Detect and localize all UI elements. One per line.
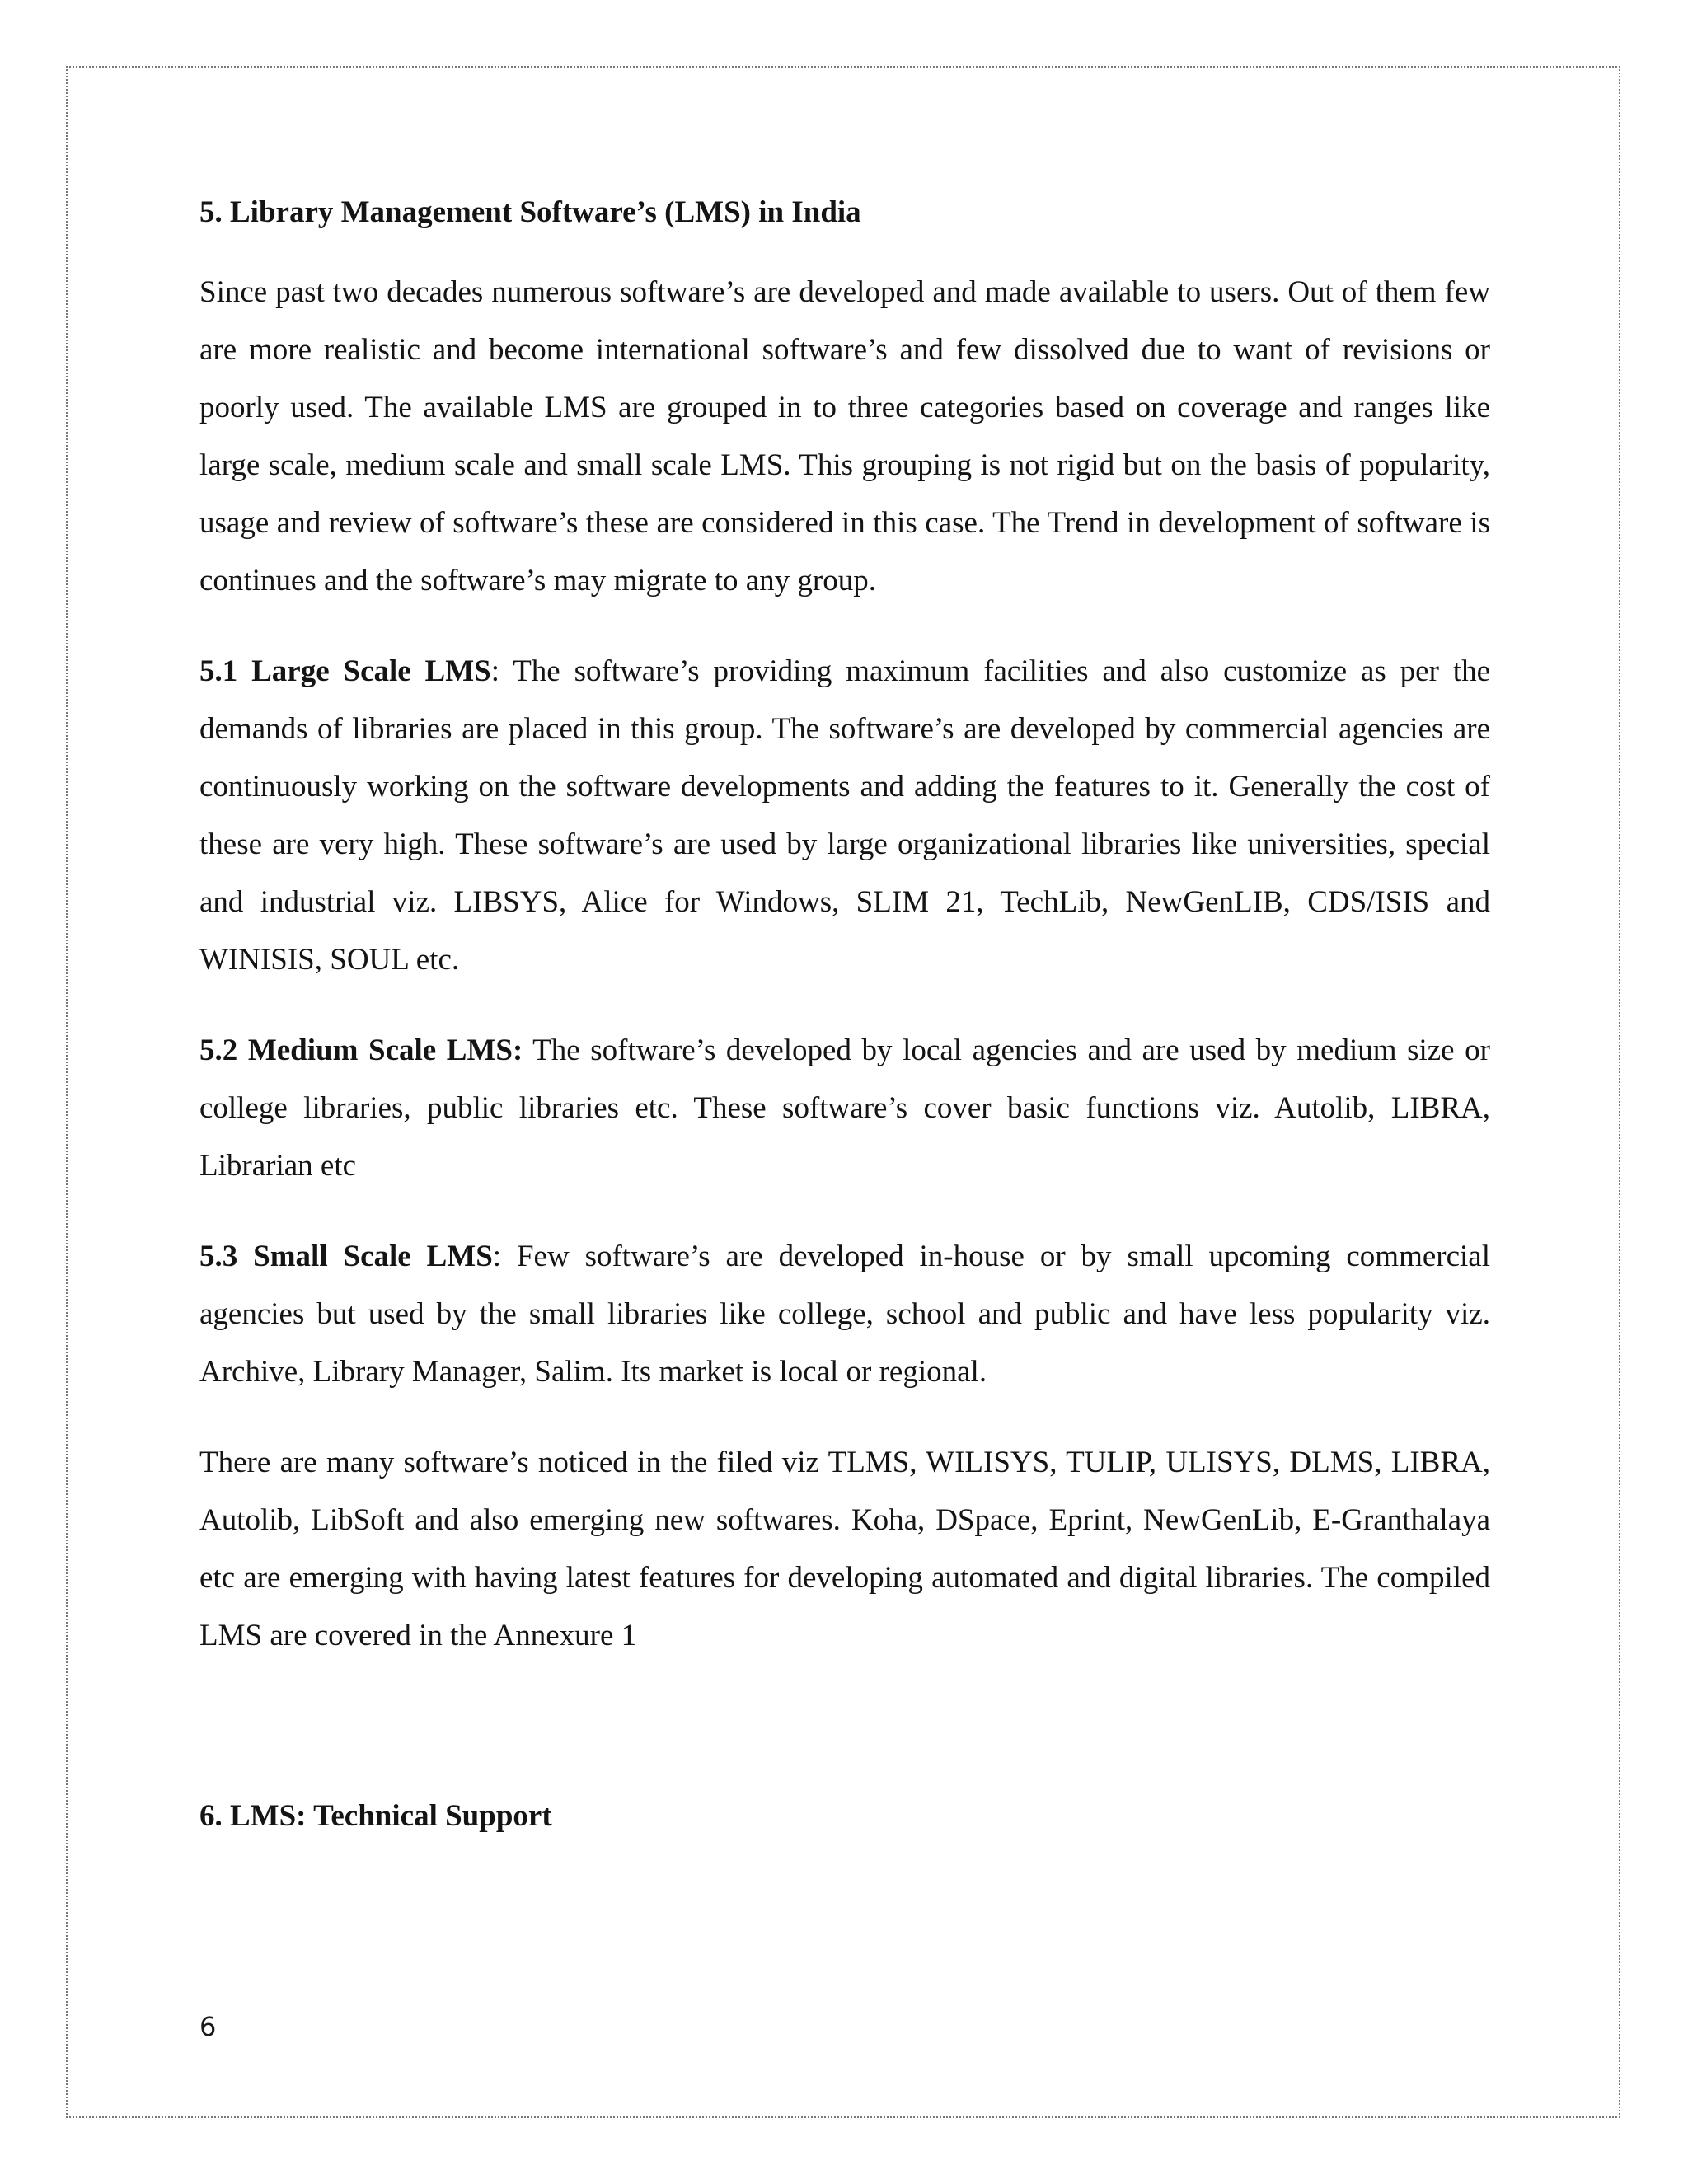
closing-paragraph: There are many software’s noticed in the filed viz TLMS, WILISYS, TULIP, ULISYS, DLMS, LIBRA, Autolib, LibSoft and also emerging new softwares. Koha, DSpace, Eprint, NewGenLib, E-Granthalaya etc are emerging with having latest features for developing automated and digital libraries. The compiled LMS are covered in the Annexure 1 [199, 1446, 1490, 1653]
section-6-heading: 6. LMS: Technical Support [199, 1799, 552, 1834]
section-5-2-label: 5.2 Medium Scale LMS: [199, 1033, 523, 1068]
section-5-1-label: 5.1 Large Scale LMS [199, 654, 491, 689]
document-body [199, 194, 1490, 1835]
section-5-3-label: 5.3 Small Scale LMS [199, 1240, 493, 1274]
section-5-1-text: : The software’s providing maximum facilities and also customize as per the demands of libraries are placed in this group. The software’s are developed by commercial agencies are continuously working on the software developments and adding the features to it. Generally the cost of these are very high. These software’s are used by large organizational libraries like universities, special and industrial viz. LIBSYS, Alice for Windows, SLIM 21, TechLib, NewGenLIB, CDS/ISIS and WINISIS, SOUL etc. [199, 654, 1490, 977]
section-5-heading: 5. Library Management Software’s (LMS) in India [199, 195, 861, 229]
page-number: 6 [199, 2011, 217, 2042]
section-5-intro-paragraph: Since past two decades numerous software’s are developed and made available to users. Out of them few are more realistic and become international software’s and few dissolved due to want of revisions or poorly used. The available LMS are grouped in to three categories based on coverage and ranges like large scale, medium scale and small scale LMS. This grouping is not rigid but on the basis of popularity, usage and review of software’s these are considered in this case. The Trend in development of software is continues and the software’s may migrate to any group. [199, 275, 1490, 598]
section-5-2-text: The software’s developed by local agencies and are used by medium size or college libraries, public libraries etc. These software’s cover basic functions viz. Autolib, LIBRA, Librarian etc [199, 1033, 1490, 1183]
section-5-2-paragraph [199, 1022, 1490, 1195]
section-5-3-text: : Few software’s are developed in-house or by small upcoming commercial agencies but used by the small libraries like college, school and public and have less popularity viz. Archive, Library Manager, Salim. Its market is local or regional. [199, 1240, 1491, 1390]
section-5-1-paragraph [199, 643, 1490, 989]
section-5-3-paragraph [199, 1228, 1490, 1401]
